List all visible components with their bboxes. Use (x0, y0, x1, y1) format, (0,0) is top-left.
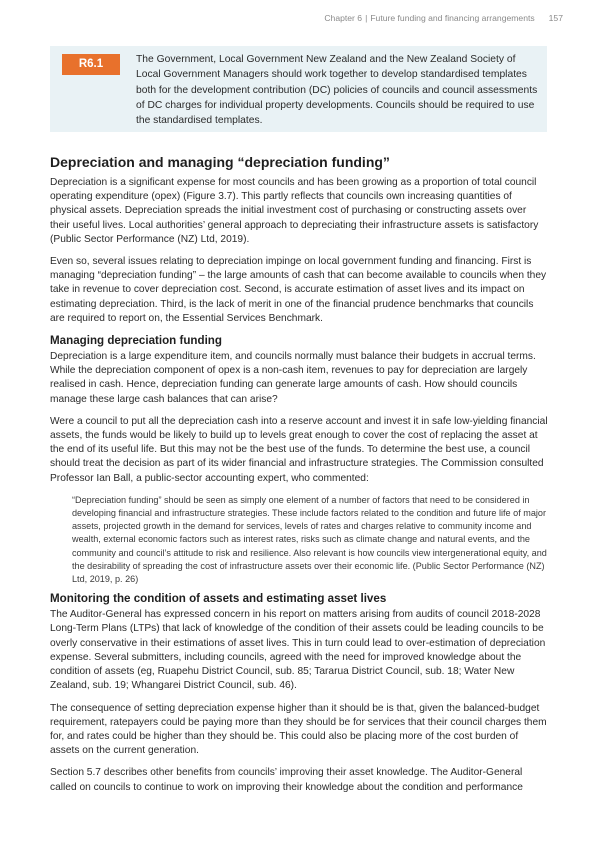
header-separator: | (365, 13, 368, 23)
block-quote: “Depreciation funding” should be seen as simply one element of a number of factors that need to be considered in developing financial and infrastructure strategies. These include factors related to the condition and future life of major assets, projected growth in the demand for services, levels of rates and charges relative to community income and wealth, external economic factors such as interest rates, risks such as climate change and natural events, and the community and council’s attitude to risk and resilience. Also relevant is how councils view intergenerational equity, and the desirability of spreading the cost of infrastructure assets over their economic life. (Public Sector Performance (NZ) Ltd, 2019, p. 26) (72, 494, 547, 585)
subsection-heading: Monitoring the condition of assets and estimating asset lives (50, 592, 387, 606)
paragraph: Were a council to put all the depreciation cash into a reserve account and invest it in safe low-yielding financial assets, the funds would be likely to build up to levels great enough to cover the cost of replacing the asset at the end of its useful life. But this may not be the best use of the funds. To determine the best use, a council should treat the decision as part of its wider financial and infrastructure strategies. The Commission consulted Professor Ian Ball, a public-sector accounting expert, who commented: (50, 415, 548, 484)
page-number: 157 (548, 13, 563, 23)
paragraph: Depreciation is a large expenditure item, and councils normally must balance their budgets in accrual terms. While the depreciation component of opex is a non-cash item, revenues to pay for depreciation are largely realised in cash. Hence, depreciation funding can generate large amounts of cash. How should councils manage these large cash balances that can arise? (50, 351, 536, 405)
paragraph: Even so, several issues relating to depreciation impinge on local government funding and financing. First is managing “depreciation funding” – the large amounts of cash that can become available to councils when they take in revenue to cover depreciation cost. Second, is accurate estimation of asset lives and its impact on estimating depreciation. Third, is the lack of merit in one of the financial prudence benchmarks that councils are required to report on, the Essential Services Benchmark. (50, 256, 547, 324)
paragraph: Depreciation is a significant expense for most councils and has been growing as a proportion of total council operating expenditure (opex) (Figure 3.7). This partly reflects that councils own increasing quantities of physical assets. Depreciation spreads the initial investment cost of purchasing or constructing assets over their useful lives. Local authorities’ general approach to depreciating their infrastructure assets is satisfactory (Public Sector Performance (NZ) Ltd, 2019). (50, 177, 539, 245)
recommendation-text: The Government, Local Government New Zealand and the New Zealand Society of Local Government Managers should work together to develop standardised templates both for the development contribution (DC) policies of councils and council assessments of DC charges for individual property developments. Councils should be required to use the standardised templates. (136, 54, 538, 127)
page-header (324, 13, 563, 23)
subsection-heading: Managing depreciation funding (50, 334, 222, 348)
recommendation-badge: R6.1 (62, 54, 120, 75)
recommendation-box (50, 46, 547, 132)
paragraph: The consequence of setting depreciation expense higher than it should be is that, given the balanced-budget requirement, ratepayers could be paying more than they should be for services that their council charges them for, and rates could be higher than they should be. This could also be placing more of the cost burden of assets on the current generation. (50, 702, 547, 757)
main-content (50, 154, 548, 803)
chapter-label: Chapter 6 (324, 13, 363, 23)
paragraph: Section 5.7 describes other benefits from councils’ improving their asset knowledge. The Auditor-General called on councils to continue to work on improving their knowledge about the condition and performance (50, 767, 523, 793)
chapter-title: Future funding and financing arrangements (370, 13, 535, 23)
paragraph: The Auditor-General has expressed concern in his report on matters arising from audits of council 2018-2028 Long-Term Plans (LTPs) that lack of knowledge of the condition of their assets could be leading councils to be overly conservative in their estimations of asset lives. This in turn could lead to over-estimation of depreciation expense. Several submitters, including councils, agreed with the need for improved knowledge about the condition of assets (eg, Ruapehu District Council, sub. 85; Tararua District Council, sub. 18; Water New Zealand, sub. 19; Whangarei District Council, sub. 46). (50, 609, 546, 692)
section-heading: Depreciation and managing “depreciation funding” (50, 154, 390, 170)
